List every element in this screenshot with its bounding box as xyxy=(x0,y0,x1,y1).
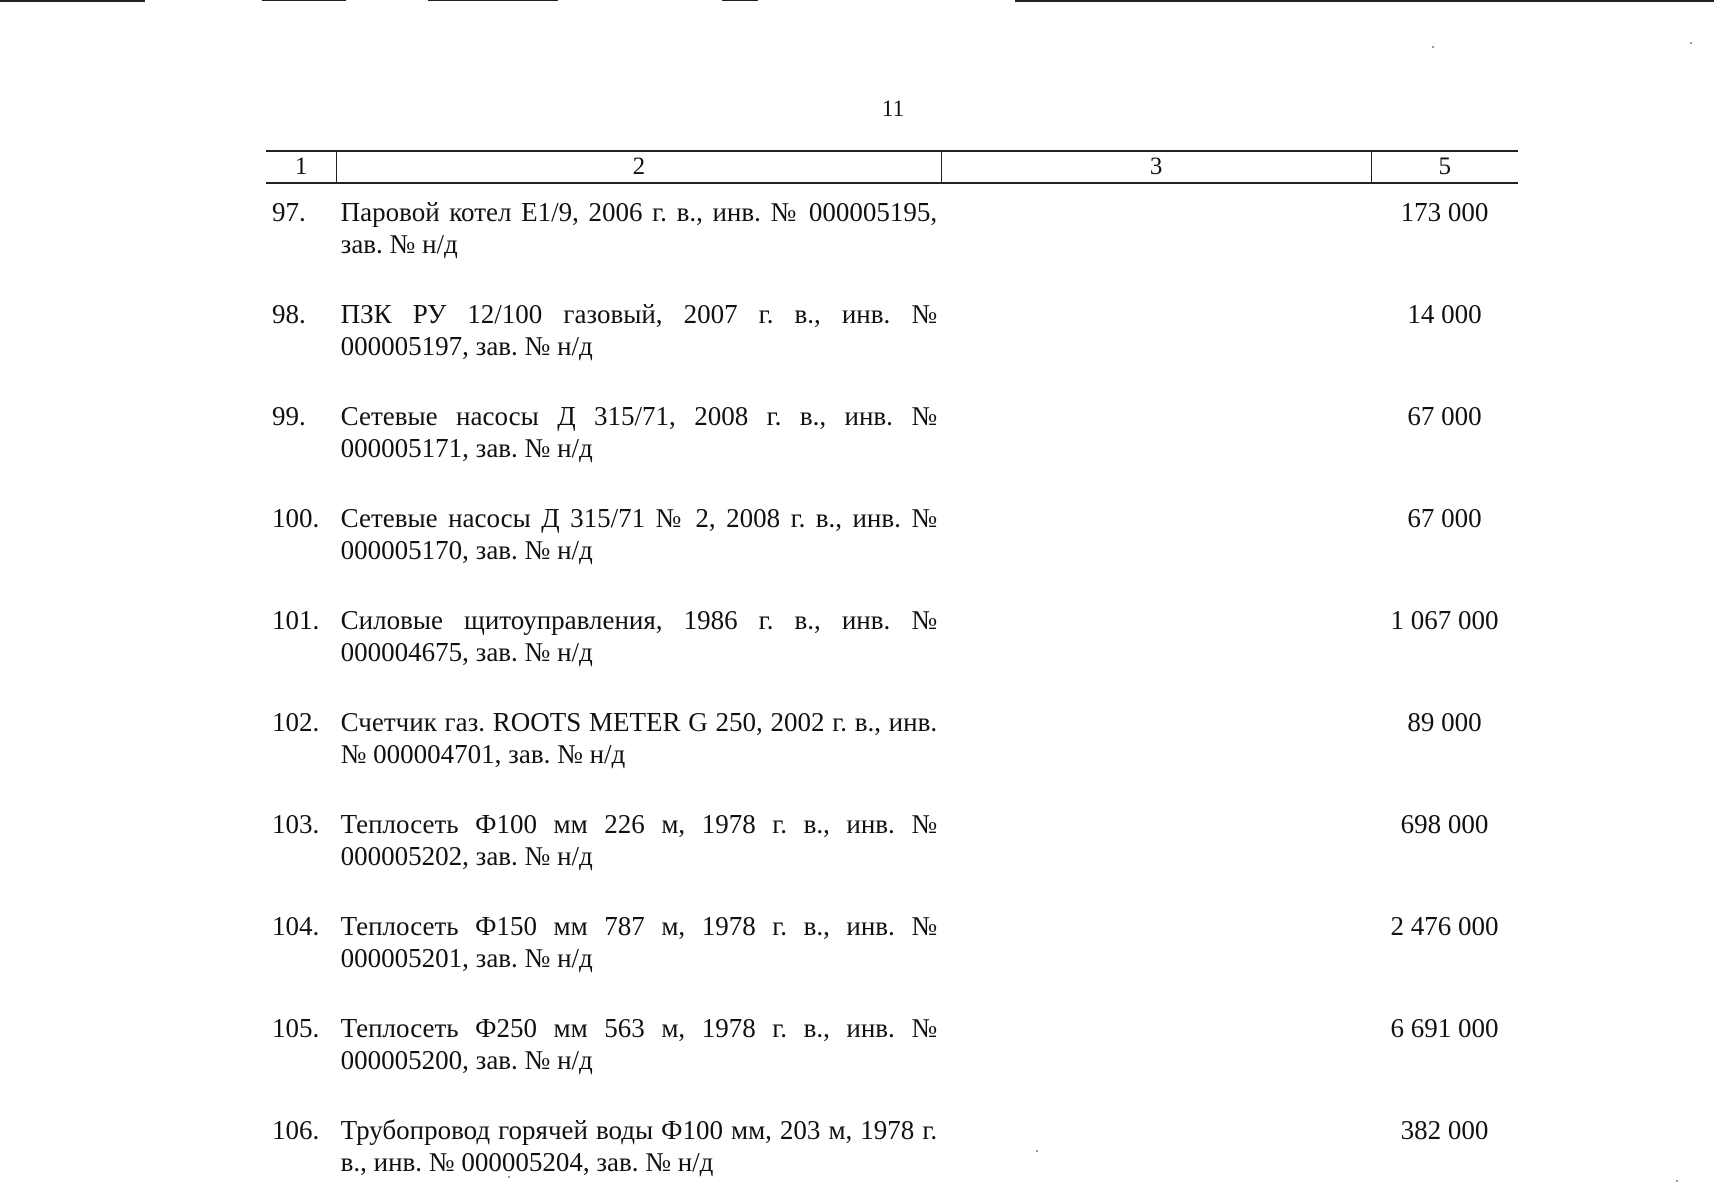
row-number: 100. xyxy=(272,503,320,533)
row-note xyxy=(941,1098,1371,1200)
scan-edge-mark xyxy=(0,0,145,2)
row-number: 103. xyxy=(272,809,320,839)
row-number: 105. xyxy=(272,1013,320,1043)
row-description: Счетчик газ. ROOTS METER G 250, 2002 г. в., инв. № 000004701, зав. № н/д xyxy=(340,707,938,769)
table-row xyxy=(266,1098,1518,1200)
row-description: Сетевые насосы Д 315/71 № 2, 2008 г. в., инв. № 000005170, зав. № н/д xyxy=(340,503,938,565)
scan-speck xyxy=(1432,46,1434,48)
row-description: ПЗК РУ 12/100 газовый, 2007 г. в., инв. № 000005197, зав. № н/д xyxy=(340,299,938,361)
row-description: Теплосеть Ф250 мм 563 м, 1978 г. в., инв. № 000005200, зав. № н/д xyxy=(340,1013,938,1075)
table-row xyxy=(266,486,1518,588)
page-number: 11 xyxy=(881,96,905,121)
column-header-1: 1 xyxy=(266,151,337,183)
row-note xyxy=(941,996,1371,1098)
row-note xyxy=(941,588,1371,690)
table-row xyxy=(266,792,1518,894)
table-row xyxy=(266,996,1518,1098)
column-header-5: 5 xyxy=(1371,151,1518,183)
scan-speck xyxy=(1690,42,1692,44)
row-note xyxy=(941,384,1371,486)
column-header-3: 3 xyxy=(941,151,1371,183)
scan-edge-mark xyxy=(722,0,758,1)
row-amount: 173 000 xyxy=(1400,197,1489,227)
row-amount: 89 000 xyxy=(1407,707,1482,737)
table-row xyxy=(266,894,1518,996)
row-note xyxy=(941,792,1371,894)
row-amount: 14 000 xyxy=(1407,299,1482,329)
row-note xyxy=(941,282,1371,384)
table-header-row xyxy=(266,151,1518,183)
row-amount: 698 000 xyxy=(1400,809,1489,839)
row-number: 102. xyxy=(272,707,320,737)
row-number: 104. xyxy=(272,911,320,941)
inventory-table xyxy=(266,150,1518,1200)
row-description: Силовые щитоуправления, 1986 г. в., инв. № 000004675, зав. № н/д xyxy=(340,605,938,667)
row-description: Теплосеть Ф100 мм 226 м, 1978 г. в., инв. № 000005202, зав. № н/д xyxy=(340,809,938,871)
table-row xyxy=(266,690,1518,792)
row-description: Сетевые насосы Д 315/71, 2008 г. в., инв. № 000005171, зав. № н/д xyxy=(340,401,938,463)
row-number: 99. xyxy=(272,401,306,431)
row-number: 97. xyxy=(272,197,306,227)
column-header-2: 2 xyxy=(337,151,941,183)
row-amount: 1 067 000 xyxy=(1390,605,1499,635)
row-amount: 67 000 xyxy=(1407,401,1482,431)
row-note xyxy=(941,894,1371,996)
row-amount: 2 476 000 xyxy=(1390,911,1499,941)
row-number: 101. xyxy=(272,605,320,635)
row-note xyxy=(941,183,1371,282)
table-row xyxy=(266,282,1518,384)
row-amount: 382 000 xyxy=(1400,1115,1489,1145)
row-note xyxy=(941,690,1371,792)
row-note xyxy=(941,486,1371,588)
row-description: Теплосеть Ф150 мм 787 м, 1978 г. в., инв. № 000005201, зав. № н/д xyxy=(340,911,938,973)
scan-edge-mark xyxy=(428,0,558,1)
row-amount: 67 000 xyxy=(1407,503,1482,533)
row-description: Паровой котел Е1/9, 2006 г. в., инв. № 000005195, зав. № н/д xyxy=(340,197,938,259)
row-number: 98. xyxy=(272,299,306,329)
scan-speck xyxy=(1676,1180,1678,1182)
scan-edge-mark xyxy=(1015,0,1714,2)
scan-edge-mark xyxy=(262,0,346,1)
table-row xyxy=(266,183,1518,282)
row-amount: 6 691 000 xyxy=(1390,1013,1499,1043)
table-row xyxy=(266,384,1518,486)
row-number: 106. xyxy=(272,1115,320,1145)
row-description: Трубопровод горячей воды Ф100 мм, 203 м, 1978 г. в., инв. № 000005204, зав. № н/д xyxy=(340,1115,938,1177)
table-row xyxy=(266,588,1518,690)
